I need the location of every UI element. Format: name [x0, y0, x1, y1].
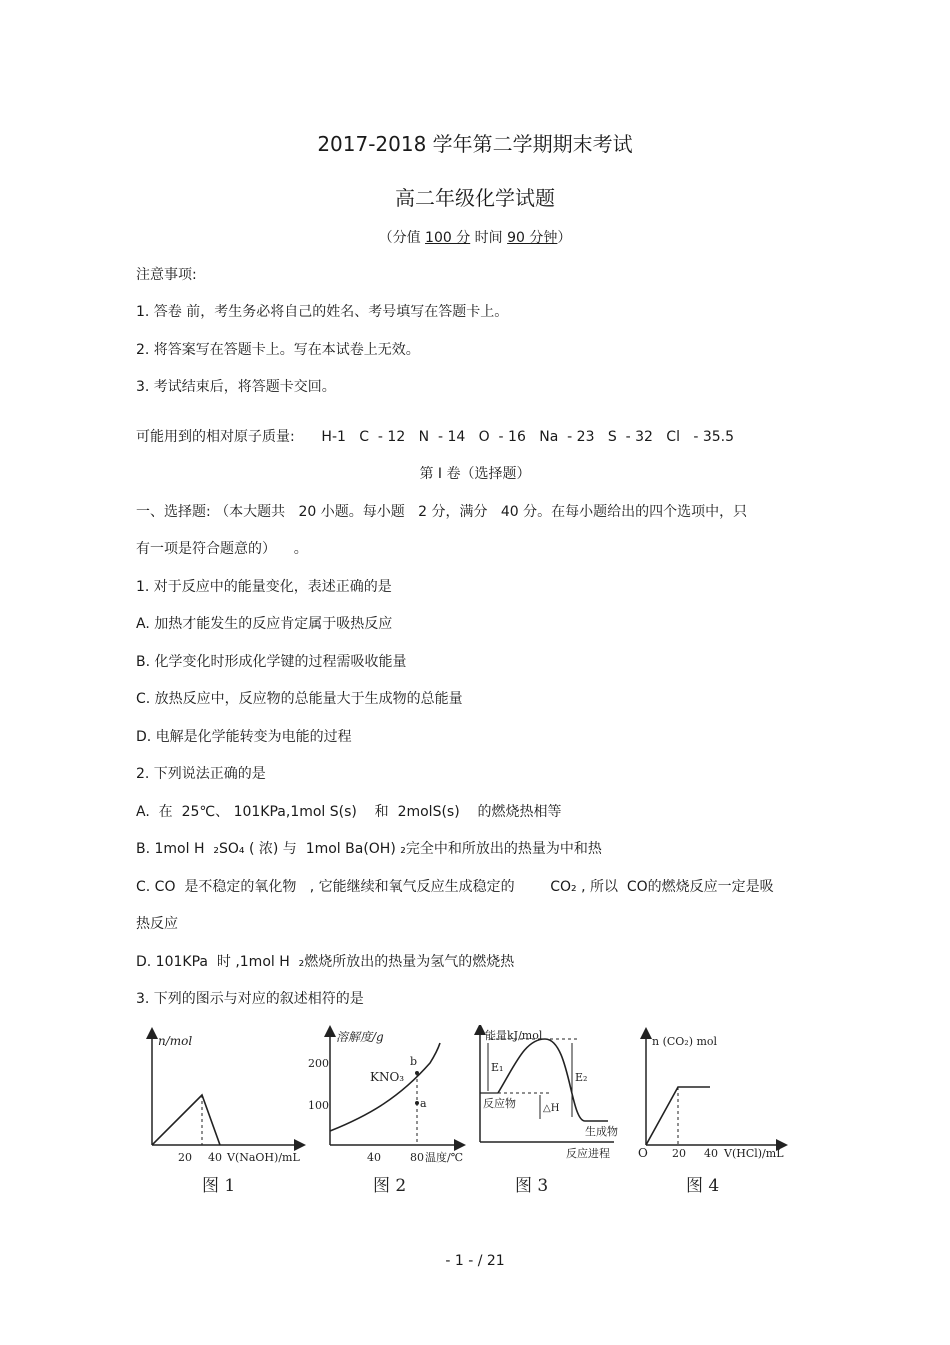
- fig4-caption: 图 4: [686, 1176, 720, 1196]
- option: C. CO 是不稳定的氧化物 , 它能继续和氧气反应生成稳定的 CO₂ , 所以 CO的燃烧反应一定是吸: [136, 879, 774, 895]
- exam-title: 2017-2018 学年第二学期期末考试: [317, 132, 633, 156]
- score-time-line: [0, 227, 950, 247]
- option-continued: 热反应: [136, 916, 178, 932]
- fig3-xlabel: 反应进程: [566, 1147, 610, 1160]
- figure-1: [152, 1033, 300, 1196]
- fig3-dh: △H: [543, 1103, 560, 1114]
- fig2-ytick: 200: [308, 1057, 329, 1070]
- fig1-ylabel: n/mol: [158, 1034, 193, 1048]
- score-suffix: ）: [557, 230, 572, 246]
- fig3-reactant: 反应物: [483, 1097, 516, 1110]
- section-title: 第 Ⅰ 卷（选择题）: [419, 466, 531, 482]
- fig3-ylabel: 能量kJ/mol: [485, 1029, 543, 1042]
- fig2-ytick: 100: [308, 1099, 329, 1112]
- fig4-xlabel: V(HCl)/mL: [724, 1147, 784, 1160]
- page-number: - 1 - / 21: [445, 1253, 505, 1269]
- option: A. 在 25℃、 101KPa,1mol S(s) 和 2molS(s) 的燃烧热相等: [136, 804, 562, 820]
- time-value: 90 分钟: [507, 230, 558, 246]
- atomic-masses: 可能用到的相对原子质量: H-1 C - 12 N - 14 O - 16 Na - 23 S - 32 Cl - 35.5: [136, 429, 734, 445]
- fig2-caption: 图 2: [373, 1176, 407, 1196]
- note-item: 2. 将答案写在答题卡上。写在本试卷上无效。: [136, 342, 420, 358]
- fig3-product: 生成物: [585, 1125, 618, 1138]
- figures-panel: [130, 1025, 810, 1205]
- fig2-xlabel: 温度/℃: [425, 1151, 464, 1164]
- fig2-curve: [330, 1043, 440, 1131]
- fig2-point-a: [415, 1101, 419, 1105]
- option: B. 1mol H ₂SO₄ ( 浓) 与 1mol Ba(OH) ₂完全中和所放出的热量为中和热: [136, 841, 602, 857]
- option: A. 加热才能发生的反应肯定属于吸热反应: [136, 616, 393, 632]
- fig4-tick: 20: [672, 1147, 686, 1160]
- fig4-tick: 40: [704, 1147, 718, 1160]
- question-stem: 1. 对于反应中的能量变化，表述正确的是: [136, 579, 392, 595]
- note-item: 3. 考试结束后，将答题卡交回。: [136, 379, 336, 395]
- score-prefix: （分值: [378, 230, 421, 246]
- fig2-a-label: a: [420, 1097, 427, 1110]
- fig4-origin: O: [638, 1146, 648, 1160]
- figure-3: [480, 1028, 618, 1196]
- fig3-caption: 图 3: [515, 1176, 549, 1196]
- figure-2: [308, 1030, 463, 1196]
- fig1-caption: 图 1: [202, 1176, 236, 1196]
- score-value: 100 分: [425, 230, 471, 246]
- fig2-ylabel: 溶解度/g: [336, 1030, 384, 1044]
- fig2-curve-label: KNO₃: [370, 1070, 405, 1084]
- notes-heading: 注意事项:: [136, 267, 197, 283]
- option: D. 电解是化学能转变为电能的过程: [136, 729, 352, 745]
- option: C. 放热反应中，反应物的总能量大于生成物的总能量: [136, 691, 463, 707]
- fig1-tick: 40: [208, 1151, 222, 1164]
- question-stem: 2. 下列说法正确的是: [136, 766, 266, 782]
- part-intro-cont: 有一项是符合题意的） 。: [136, 541, 308, 557]
- fig2-b-label: b: [410, 1055, 418, 1068]
- fig2-point-b: [415, 1071, 419, 1075]
- fig3-e1: E₁: [491, 1061, 504, 1074]
- fig1-xlabel: V(NaOH)/mL: [227, 1151, 300, 1164]
- question-stem: 3. 下列的图示与对应的叙述相符的是: [136, 991, 364, 1007]
- fig1-tick: 20: [178, 1151, 192, 1164]
- exam-subtitle: 高二年级化学试题: [395, 186, 555, 210]
- option: B. 化学变化时形成化学键的过程需吸收能量: [136, 654, 407, 670]
- part-intro: 一、选择题: （本大题共 20 小题。每小题 2 分，满分 40 分。在每小题给出的四个选项中，只: [136, 504, 748, 520]
- time-label: 时间: [474, 230, 503, 246]
- fig4-ylabel: n (CO₂) mol: [652, 1035, 718, 1048]
- figure-4: [638, 1033, 784, 1196]
- fig2-xtick: 40: [367, 1151, 381, 1164]
- fig2-xtick: 80: [410, 1151, 424, 1164]
- fig1-curve: [152, 1095, 220, 1145]
- note-item: 1. 答卷 前，考生务必将自己的姓名、考号填写在答题卡上。: [136, 304, 509, 320]
- fig3-e2: E₂: [575, 1071, 588, 1084]
- option: D. 101KPa 时 ,1mol H ₂燃烧所放出的热量为氢气的燃烧热: [136, 954, 515, 970]
